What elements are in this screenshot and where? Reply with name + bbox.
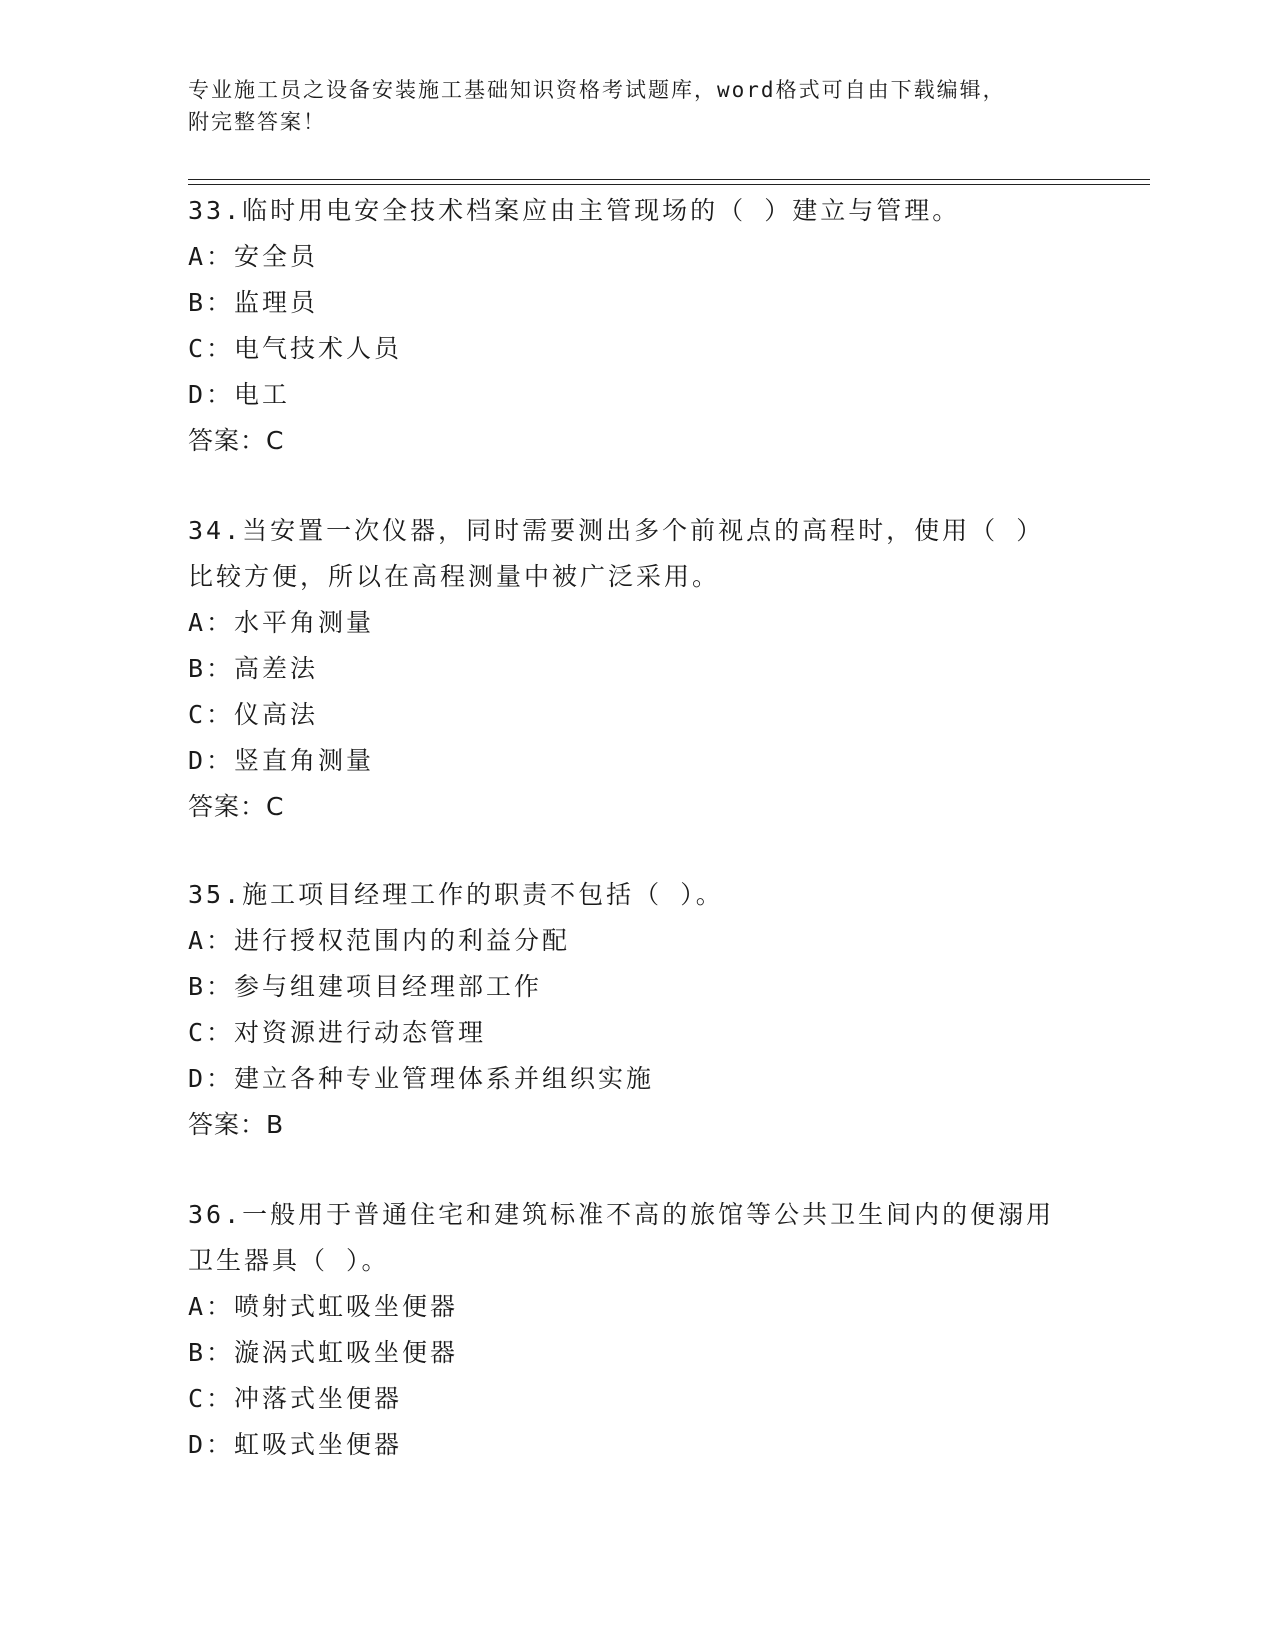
option-b: B：漩涡式虹吸坐便器 [188,1338,459,1367]
question-stem: 33.临时用电安全技术档案应由主管现场的（ ）建立与管理。 [188,196,961,225]
header-divider-top [188,179,1150,180]
question-stem-continued: 卫生器具（ ）。 [188,1246,390,1275]
question-34 [188,508,1088,830]
option-a: A：水平角测量 [188,608,375,637]
option-a: A：安全员 [188,242,319,271]
answer-value: C [266,426,285,455]
question-36 [188,1192,1088,1468]
answer-line [188,1102,1088,1148]
document-header [188,74,1068,138]
question-stem: 35.施工项目经理工作的职责不包括（ ）。 [188,880,724,909]
option-b: B：高差法 [188,654,319,683]
question-stem: 36.一般用于普通住宅和建筑标准不高的旅馆等公共卫生间内的便溺用 [188,1200,1055,1229]
option-c: C：仪高法 [188,700,319,729]
option-d: D：虹吸式坐便器 [188,1430,403,1459]
option-d: D：建立各种专业管理体系并组织实施 [188,1064,655,1093]
option-a: A：喷射式虹吸坐便器 [188,1292,459,1321]
option-d: D：电工 [188,380,291,409]
answer-value: C [266,792,285,821]
option-d: D：竖直角测量 [188,746,375,775]
option-a: A：进行授权范围内的利益分配 [188,926,571,955]
option-c: C：电气技术人员 [188,334,403,363]
question-33 [188,188,1088,464]
answer-label: 答案： [188,792,267,821]
answer-label: 答案： [188,1110,267,1139]
option-b: B：监理员 [188,288,319,317]
answer-line [188,418,1088,464]
option-c: C：对资源进行动态管理 [188,1018,487,1047]
header-divider-bottom [188,184,1150,185]
answer-value: B [266,1110,285,1139]
question-35 [188,872,1088,1148]
header-line-1: 专业施工员之设备安装施工基础知识资格考试题库，word格式可自由下载编辑， [188,78,1006,102]
question-stem: 34.当安置一次仪器，同时需要测出多个前视点的高程时，使用（ ） [188,516,1045,545]
question-stem-continued: 比较方便，所以在高程测量中被广泛采用。 [188,562,721,591]
answer-line [188,784,1088,830]
answer-label: 答案： [188,426,267,455]
option-b: B：参与组建项目经理部工作 [188,972,543,1001]
header-line-2: 附完整答案！ [188,110,326,134]
option-c: C：冲落式坐便器 [188,1384,403,1413]
